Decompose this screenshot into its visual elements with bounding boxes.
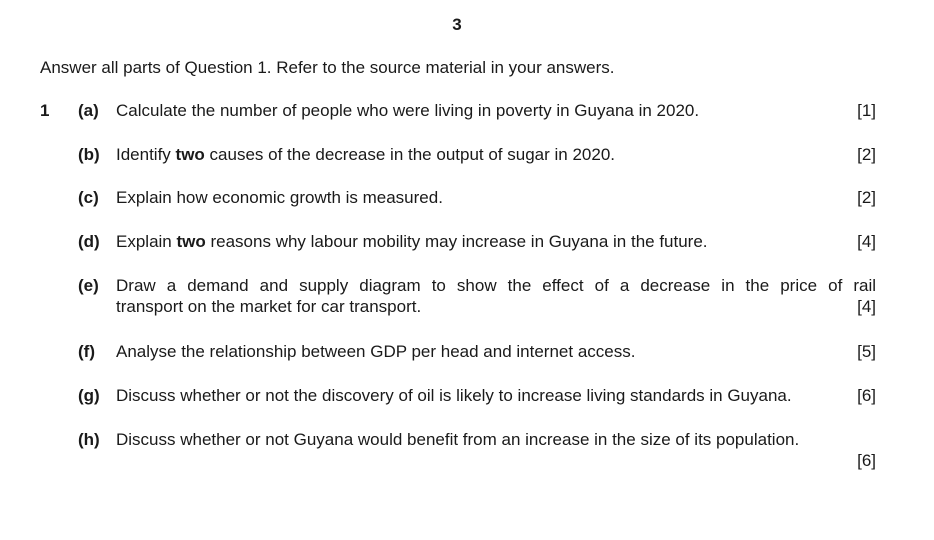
- marks: [6]: [857, 386, 876, 405]
- part-label: (g): [78, 386, 100, 405]
- part-label: (e): [78, 276, 99, 295]
- part-text-line-2: transport on the market for car transport.: [116, 297, 422, 316]
- question-part-e: [78, 275, 876, 317]
- question-part-b: [78, 144, 876, 165]
- question-part-f: [78, 341, 876, 362]
- marks: [5]: [857, 342, 876, 361]
- part-text: Discuss whether or not the discovery of oil is likely to increase living standards in Guyana.: [116, 386, 792, 405]
- part-label: (f): [78, 342, 95, 361]
- question-number: 1: [40, 101, 50, 120]
- marks: [1]: [857, 101, 876, 120]
- part-label: (h): [78, 430, 100, 449]
- marks: [4]: [857, 297, 876, 316]
- instruction-text: Answer all parts of Question 1. Refer to the source material in your answers.: [40, 58, 615, 77]
- part-label: (a): [78, 101, 99, 120]
- text-segment: Identify: [116, 145, 176, 164]
- text-segment: Explain: [116, 232, 177, 251]
- emphasis-word: two: [175, 145, 205, 164]
- question-part-h: [78, 429, 876, 470]
- part-label: (d): [78, 232, 100, 251]
- part-text: Explain how economic growth is measured.: [116, 188, 443, 207]
- part-text-line-1: Draw a demand and supply diagram to show the effect of a decrease in the price of rail: [116, 276, 876, 295]
- marks: [4]: [857, 232, 876, 251]
- question-part-a: [78, 100, 876, 121]
- part-text: [116, 231, 876, 252]
- marks: [2]: [857, 145, 876, 164]
- marks: [6]: [857, 451, 876, 470]
- text-segment: reasons why labour mobility may increase in Guyana in the future.: [205, 232, 708, 251]
- question-part-d: [78, 231, 876, 252]
- question-part-c: [78, 187, 876, 208]
- question-part-g: [78, 385, 876, 406]
- part-label: (b): [78, 145, 100, 164]
- part-text: Calculate the number of people who were living in poverty in Guyana in 2020.: [116, 101, 700, 120]
- part-label: (c): [78, 188, 99, 207]
- emphasis-word: two: [176, 232, 206, 251]
- part-text: [116, 144, 876, 165]
- marks: [2]: [857, 188, 876, 207]
- part-text: Analyse the relationship between GDP per head and internet access.: [116, 342, 636, 361]
- page-number: 3: [452, 15, 462, 34]
- part-text: Discuss whether or not Guyana would benefit from an increase in the size of its population.: [116, 430, 800, 449]
- text-segment: causes of the decrease in the output of sugar in 2020.: [204, 145, 615, 164]
